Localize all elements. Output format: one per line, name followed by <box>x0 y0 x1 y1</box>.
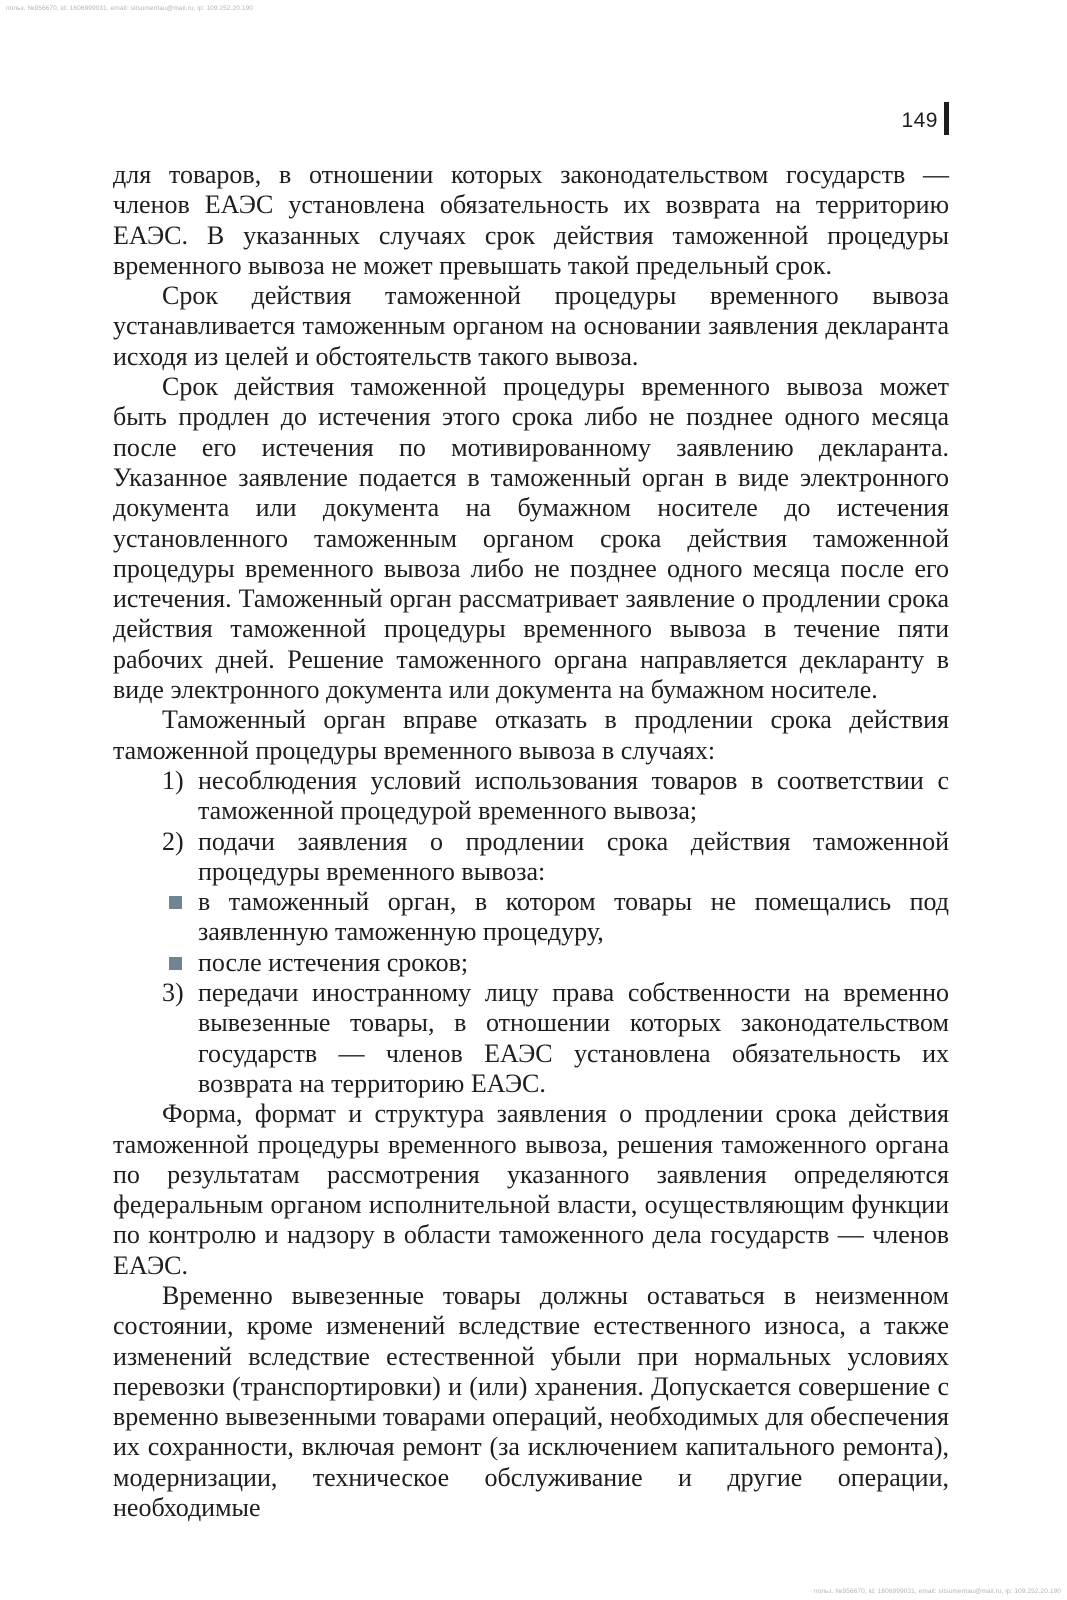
list-item-2 <box>113 827 949 888</box>
watermark-bottom: польз. №956670, id: 1606999031, email: sitsumentau@mail.ru, ip: 109.252.20.190 <box>813 1588 1061 1595</box>
paragraph-refusal-intro: Таможенный орган вправе отказать в продлении срока действия таможенной процедуры временного вывоза в случаях: <box>113 705 949 765</box>
bullet-item-1 <box>113 887 949 948</box>
list-item-text: передачи иностранному лицу права собственности на временно вывезенные товары, в отношении которых законодательством государств — членов ЕАЭС установлена обязательность их возврата на территорию ЕАЭС. <box>198 978 949 1098</box>
list-item-3 <box>113 978 949 1099</box>
list-item-1 <box>113 766 949 827</box>
paragraph-application-form: Форма, формат и структура заявления о продлении срока действия таможенной процедуры временного вывоза, решения таможенного органа по результатам рассмотрения указанного заявления определяются федеральным органом исполнительной власти, осуществляющим функции по контролю и надзору в области таможенного дела государств — членов ЕАЭС. <box>113 1099 949 1280</box>
bullet-item-2 <box>113 948 949 978</box>
page-number: 149 <box>901 109 938 132</box>
watermark-top: польз. №956670, id: 1606999031, email: sitsumentau@mail.ru, ip: 109.252.20.190 <box>6 5 254 12</box>
page-number-bar <box>944 102 949 135</box>
square-bullet-icon <box>169 896 182 909</box>
paragraph-term-setting: Срок действия таможенной процедуры временного вывоза устанавливается таможенным органом на основании заявления декларанта исходя из целей и обстоятельств такого вывоза. <box>113 281 949 371</box>
paragraph-term-extension: Срок действия таможенной процедуры временного вывоза может быть продлен до истечения этого срока либо не позднее одного месяца после его истечения по мотивированному заявлению декларанта. Указанное заявление подается в таможенный орган в виде электронного документа или документа на бумажном носителе до истечения установленного таможенным органом срока действия таможенной процедуры временного вывоза либо не позднее одного месяца после его истечения. Таможенный орган рассматривает заявление о продлении срока действия таможенной процедуры временного вывоза в течение пяти рабочих дней. Решение таможенного органа направляется декларанту в виде электронного документа или документа на бумажном носителе. <box>113 372 949 705</box>
square-bullet-icon <box>169 957 182 970</box>
bullet-item-text: после истечения сроков; <box>198 947 469 977</box>
page-body <box>113 160 949 1523</box>
paragraph-goods-condition: Временно вывезенные товары должны оставаться в неизменном состоянии, кроме изменений вследствие естественного износа, а также изменений вследствие естественной убыли при нормальных условиях перевозки (транспортировки) и (или) хранения. Допускается совершение с временно вывезенными товарами операций, необходимых для обеспечения их сохранности, включая ремонт (за исключением капитального ремонта), модернизации, техническое обслуживание и другие операции, необходимые <box>113 1280 949 1523</box>
bullet-item-text: в таможенный орган, в котором товары не помещались под заявленную таможенную процедуру, <box>198 887 949 947</box>
list-item-text: подачи заявления о продлении срока действия таможенной процедуры временного вывоза: <box>198 826 949 886</box>
paragraph-continuation: для товаров, в отношении которых законодательством государств — членов ЕАЭС установлена обязательность их возврата на территорию ЕАЭС. В указанных случаях срок действия таможенной процедуры временного вывоза не может превышать такой предельный срок. <box>113 160 949 280</box>
list-item-text: несоблюдения условий использования товаров в соответствии с таможенной процедурой временного вывоза; <box>198 765 949 826</box>
list-number: 3) <box>162 978 184 1008</box>
list-number: 2) <box>162 826 184 856</box>
list-number: 1) <box>162 765 184 795</box>
